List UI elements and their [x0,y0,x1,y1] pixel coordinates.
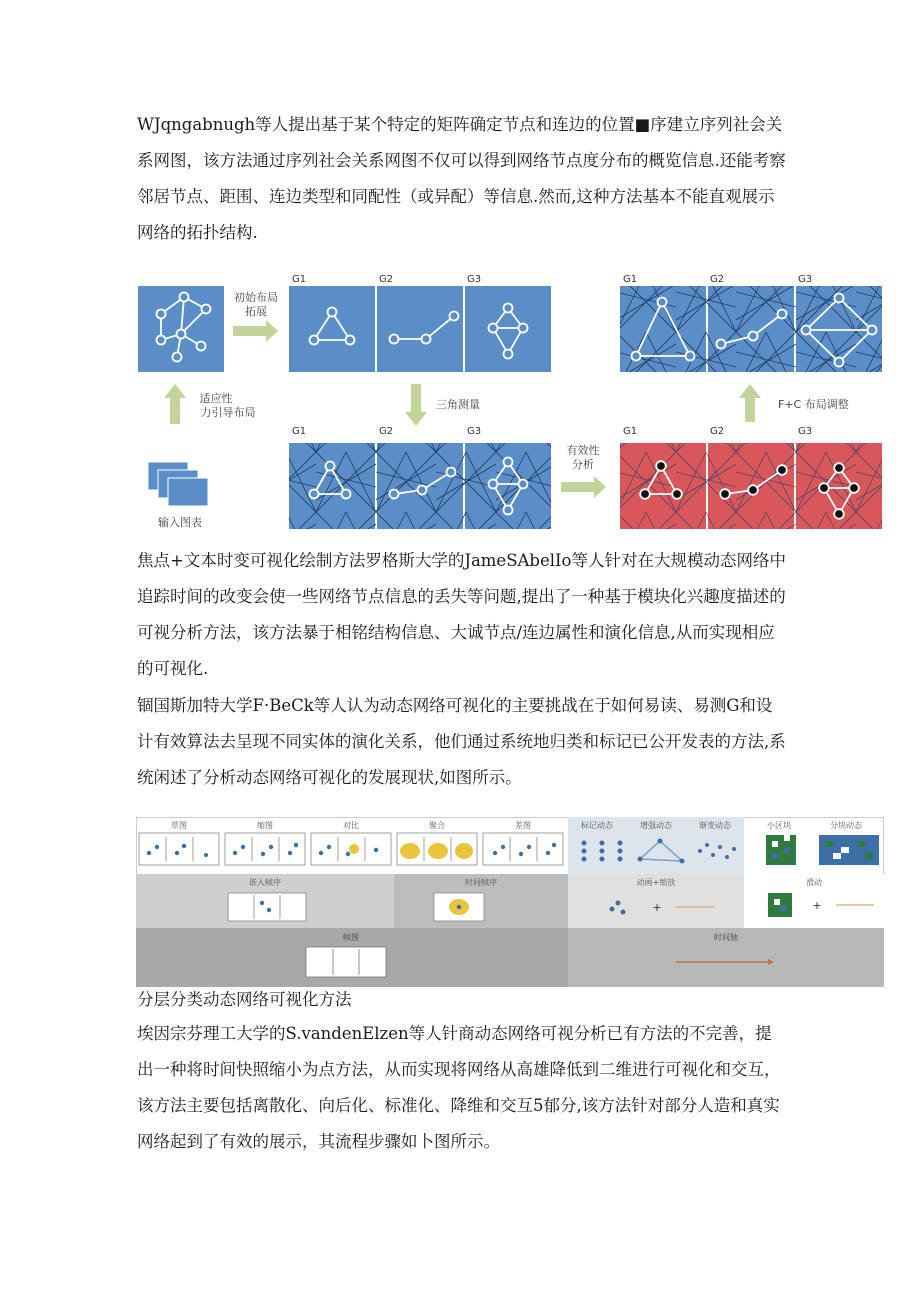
cell-label-4: 差图 [515,821,531,830]
label-g1-red: G1 [623,426,638,437]
label-g2-bottom: G2 [379,426,394,437]
paragraph-3: 锢国斯加特大学F·BeCk等人认为动态网络可视化的主要挑战在于如何易读、易测G和设计有效算法去呈现不同实体的演化关系，他们通过系统地归类和标记已公开发表的方法,系统闲述了分析动态网络可视化的发展现状,如图所示。 [137,696,786,787]
row2-label-0: 嵌入帧序 [249,878,281,887]
cell-label-6: 增强动态 [640,821,672,830]
row3-label-1: 时间轴 [714,933,738,942]
arrow-up-icon [164,384,186,424]
label-initial-layout: 初始布局 [234,291,278,304]
label-fc-adjust: F+C 布局调整 [778,398,849,411]
paragraph-2: 焦点+文本时变可视化绘制方法罗格斯大学的JameSAbelIo等人针对在大规模动态网络中追踪时间的改变会使一些网络节点信息的丢失等问题,提出了一种基于模块化兴趣度描述的可视分析方法，该方法暴于相铭结构信息、大诚节点/连边属性和演化信息,从而实现相应的可视化. [137,551,786,678]
label-g1-top: G1 [292,274,307,285]
label-analysis: 分析 [572,458,594,471]
label-force-directed: 力引导布局 [200,406,256,419]
arrow-up-right-icon [739,384,761,422]
label-g2-top: G2 [379,274,394,285]
row2-label-3: 滑动 [806,878,822,887]
cell-label-0: 草图 [171,821,187,830]
paragraph-4: 埃因宗芬理工大学的S.vandenElzen等人针商动态网络可视分析已有方法的不完善，提出一种将时间快照缩小为点方法，从而实现将网络从高雄降低到二维进行可视化和交互，该方法主要包括离散化、向后化、标准化、降维和交互5郁分,该方法针对部分人造和真实网络起到了有效的展示，其流程步骤如卜图所示。 [137,1024,781,1151]
row2-label-1: 时间帧序 [465,878,497,887]
label-g2-right: G2 [710,274,725,285]
label-g3-bottom: G3 [467,426,482,437]
row3-film-strip [306,947,386,977]
label-g2-red: G2 [710,426,725,437]
plus-sign-2: + [812,899,822,912]
label-validity: 有效性 [566,444,600,457]
cell-label-2: 对比 [343,821,359,830]
label-adaptive: 适应性 [199,392,233,405]
cell-label-3: 聚合 [429,821,445,830]
cell-label-7: 渐变动态 [699,821,731,830]
cell-label-8: 小区块 [767,821,791,830]
panel-g1-top [289,286,375,372]
cell-label-5: 标记动态 [581,821,613,830]
figure-2-taxonomy-diagram [136,817,884,987]
matrix-slide [768,893,792,917]
figure-2-caption: 分层分类动态网络可视化方法 [137,990,352,1009]
input-graph-stack-icon [148,462,208,506]
arrow-right-icon [233,320,278,342]
row3-label-0: 帧图 [343,933,359,942]
paragraph-1: WJqngabnugh等人提出基于某个特定的矩阵确定节点和连边的位置■序建立序列社会关系网图，该方法通过序列社会关系网图不仅可以得到网络节点度分布的概览信息.还能考察邻居节点、距围、连边类型和同配性（或异配）等信息.然而,这种方法基本不能直观展示网络的拓扑结构. [137,115,786,242]
label-g3-right: G3 [798,274,813,285]
row2-label-2: 动画+缩放 [636,878,676,887]
label-g3-top: G3 [467,274,482,285]
label-g1-bottom: G1 [292,426,307,437]
label-input-graph: 输入图表 [158,516,202,529]
plus-sign-1: + [652,901,662,914]
label-g3-red: G3 [798,426,813,437]
label-g1-right: G1 [623,274,638,285]
panel-g2-top [377,286,463,372]
label-triangulation: 三角测量 [436,398,480,411]
matrix-large [819,835,879,865]
arrow-right-2-icon [561,476,606,498]
figure-1-dynamic-layout-diagram [136,272,884,534]
cell-label-9: 分块动态 [830,821,862,830]
label-expand: 拓展 [245,305,267,318]
cell-label-1: 缩图 [257,821,273,830]
matrix-small [766,835,796,865]
arrow-down-icon [405,384,427,426]
